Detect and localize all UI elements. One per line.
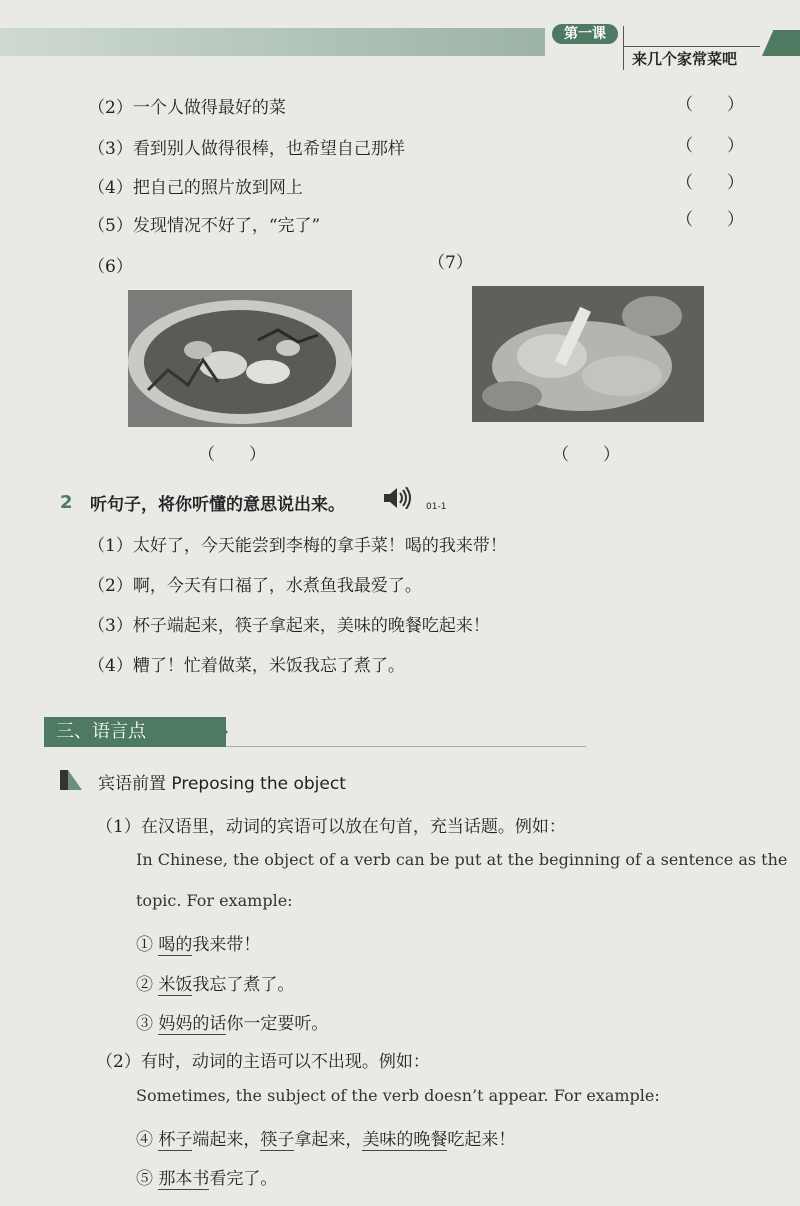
exercise-item: （3）看到别人做得很棒，也希望自己那样 xyxy=(88,139,405,159)
photo-item-number: （6） xyxy=(88,257,133,277)
example-sentence: ② 米饭我忘了煮了。 xyxy=(136,975,295,995)
example-sentence: ⑤ 那本书看完了。 xyxy=(136,1169,278,1189)
grammar-explanation-en: topic. For example: xyxy=(136,891,293,910)
lesson-label: 第一课 xyxy=(552,24,618,44)
grammar-explanation-en: In Chinese, the object of a verb can be put at the beginning of a sentence as the xyxy=(136,850,788,869)
header-corner-block xyxy=(762,30,800,56)
grammar-point-title: 宾语前置 Preposing the object xyxy=(98,774,346,794)
answer-blank[interactable]: （ ） xyxy=(198,445,266,465)
section-heading-arrow xyxy=(214,717,228,747)
answer-blank[interactable]: （ ） xyxy=(676,173,744,193)
lesson-title: 来几个家常菜吧 xyxy=(632,50,738,68)
audio-track-number: 01-1 xyxy=(426,502,447,512)
example-sentence: ① 喝的我来带！ xyxy=(136,935,261,955)
grammar-explanation-en: Sometimes, the subject of the verb doesn’t appear. For example: xyxy=(136,1086,660,1105)
triangle-bookmark-icon xyxy=(60,770,82,794)
answer-blank[interactable]: （ ） xyxy=(676,95,744,115)
speaker-icon[interactable] xyxy=(382,487,414,513)
exercise-item: （5）发现情况不好了，“完了” xyxy=(88,216,321,236)
example-sentence: ③ 妈妈的话你一定要听。 xyxy=(136,1014,329,1034)
header-bar xyxy=(0,28,545,56)
listening-sentence: （1）太好了，今天能尝到李梅的拿手菜！喝的我来带！ xyxy=(88,536,507,556)
listening-sentence: （4）糟了！忙着做菜，米饭我忘了煮了。 xyxy=(88,656,405,676)
exercise-item: （2）一个人做得最好的菜 xyxy=(88,98,286,118)
exercise-item: （4）把自己的照片放到网上 xyxy=(88,178,303,198)
section-rule xyxy=(226,746,586,747)
grammar-explanation-zh: （2）有时，动词的主语可以不出现。例如： xyxy=(96,1052,430,1072)
answer-blank[interactable]: （ ） xyxy=(676,136,744,156)
photo-fish-dish xyxy=(128,290,352,427)
section-heading: 三、语言点 xyxy=(44,717,226,747)
photo-stir-fry-dish xyxy=(472,286,704,422)
section-title: 听句子，将你听懂的意思说出来。 xyxy=(90,495,345,515)
grammar-explanation-zh: （1）在汉语里，动词的宾语可以放在句首，充当话题。例如： xyxy=(96,817,566,837)
photo-item-number: （7） xyxy=(428,253,473,273)
answer-blank[interactable]: （ ） xyxy=(552,445,620,465)
example-sentence: ④ 杯子端起来，筷子拿起来，美味的晚餐吃起来！ xyxy=(136,1130,516,1150)
header-divider-vertical xyxy=(623,26,624,70)
listening-sentence: （3）杯子端起来，筷子拿起来，美味的晚餐吃起来！ xyxy=(88,616,490,636)
header-divider-horizontal xyxy=(623,46,760,47)
answer-blank[interactable]: （ ） xyxy=(676,210,744,230)
listening-sentence: （2）啊，今天有口福了，水煮鱼我最爱了。 xyxy=(88,576,422,596)
section-number: 2 xyxy=(60,492,73,513)
